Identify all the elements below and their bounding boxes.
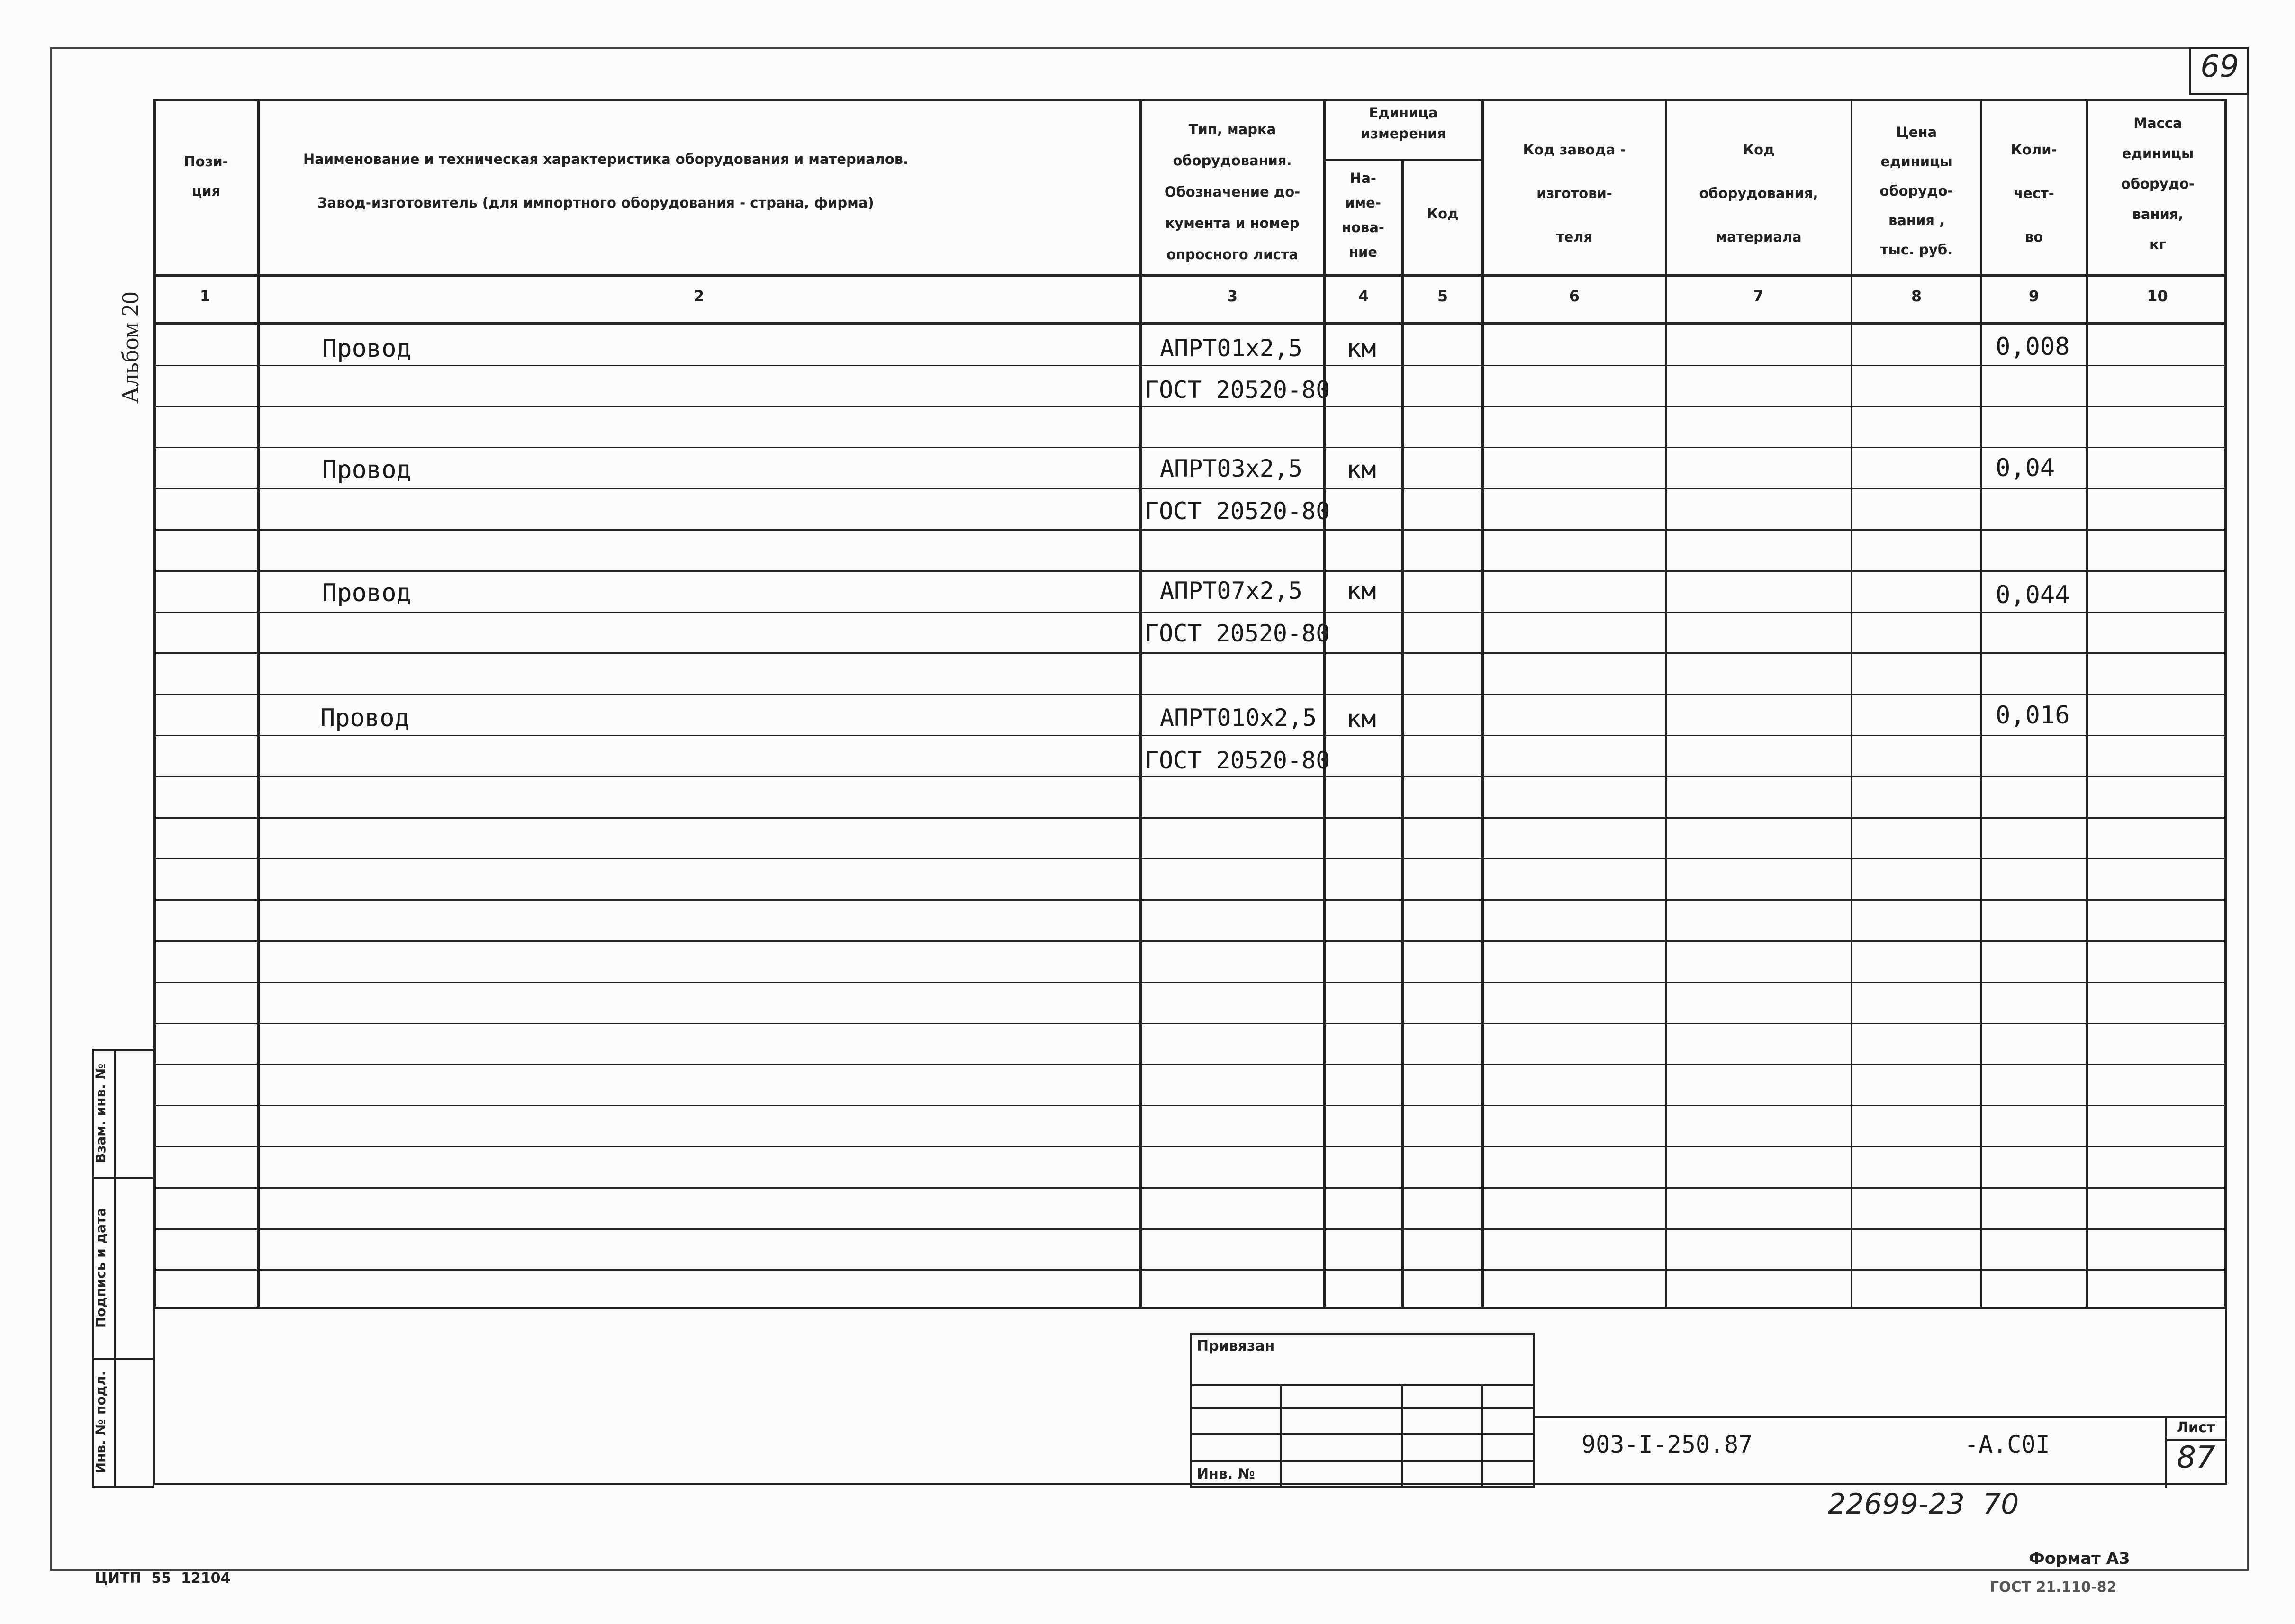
item-standard: ГОСТ 20520-80	[1145, 376, 1330, 404]
row-line	[153, 1187, 2227, 1189]
document-code: 903-I-250.87	[1581, 1431, 1753, 1458]
item-unit: км	[1346, 334, 1376, 363]
row-line	[153, 570, 2227, 572]
row-line	[153, 1105, 2227, 1106]
header-col7: Код оборудования, материала	[1699, 142, 1818, 245]
item-type: АПРТ010х2,5	[1160, 704, 1317, 731]
handwritten-number: 22699-23 70	[1828, 1488, 2019, 1521]
header-unit: Единица измерения	[1361, 105, 1446, 142]
row-line	[153, 694, 2227, 695]
header-col1: Пози- ция	[184, 153, 228, 199]
colnum-4: 4	[1358, 287, 1369, 305]
item-standard: ГОСТ 20520-80	[1145, 747, 1330, 774]
stamp-line-2	[1190, 1407, 1535, 1409]
item-unit: км	[1346, 705, 1376, 733]
col-line-5	[1481, 99, 1484, 1309]
row-line	[153, 1269, 2227, 1271]
side-label-vzam: Взам. инв. №	[93, 1063, 108, 1164]
row-line	[153, 529, 2227, 531]
col-line-4	[1401, 159, 1404, 1309]
stamp-vline-1	[1280, 1384, 1282, 1488]
row-line	[153, 406, 2227, 407]
footer-left: ЦИТП 55 12104	[95, 1570, 231, 1587]
stamp-vline-3	[1481, 1384, 1483, 1488]
stamp-line-1	[1190, 1384, 1535, 1386]
row-line	[153, 488, 2227, 489]
stamp-vline-2	[1401, 1384, 1403, 1488]
header-col10: Масса единицы оборудо- вания, кг	[2121, 115, 2195, 253]
colnum-8: 8	[1911, 287, 1922, 305]
item-name: Провод	[322, 456, 411, 484]
stamp-line-3	[1190, 1433, 1535, 1435]
col-line-7	[1851, 99, 1852, 1309]
item-name: Провод	[322, 334, 411, 363]
row-line	[153, 612, 2227, 613]
row-line	[153, 776, 2227, 777]
item-name: Провод	[320, 704, 409, 732]
document-suffix: -А.С0I	[1964, 1431, 2050, 1458]
row-line	[153, 735, 2227, 736]
col-line-3	[1323, 99, 1326, 1309]
colnum-7: 7	[1753, 287, 1764, 305]
header-col4: На- име- нова- ние	[1342, 170, 1384, 260]
inv-no-label: Инв. №	[1197, 1466, 1255, 1482]
row-line	[153, 858, 2227, 859]
item-unit: км	[1346, 577, 1376, 605]
row-line	[153, 982, 2227, 983]
row-line	[153, 940, 2227, 942]
colnum-3: 3	[1227, 287, 1238, 305]
side-label-podpis: Подпись и дата	[93, 1207, 108, 1328]
row-line	[153, 1064, 2227, 1065]
header-bottom-line	[153, 274, 2227, 277]
item-type: АПРТ07х2,5	[1160, 577, 1303, 604]
footer-gost: ГОСТ 21.110-82	[1990, 1579, 2117, 1596]
side-panel-inner	[114, 1049, 116, 1488]
col-line-6	[1665, 99, 1667, 1309]
row-line	[153, 652, 2227, 654]
sheet-box-divider	[2165, 1416, 2167, 1488]
colnum-bottom-line	[153, 322, 2227, 325]
colnum-5: 5	[1437, 287, 1448, 305]
item-type: АПРТ01х2,5	[1160, 334, 1303, 362]
footer-format: Формат А3	[2029, 1549, 2130, 1568]
header-col3: Тип, марка оборудования. Обозначение до- кумента и номер опросного листа	[1164, 121, 1301, 262]
colnum-6: 6	[1569, 287, 1580, 305]
item-quantity: 0,04	[1996, 454, 2055, 482]
unit-subheader-line	[1323, 159, 1481, 161]
header-col5: Код	[1427, 206, 1459, 222]
row-line	[153, 1146, 2227, 1147]
sheet-label: Лист	[2177, 1419, 2215, 1436]
privyazan-stamp	[1190, 1333, 1535, 1488]
privyazan-label: Привязан	[1197, 1338, 1275, 1354]
col-line-1	[257, 99, 260, 1309]
item-quantity: 0,008	[1996, 333, 2070, 361]
item-standard: ГОСТ 20520-80	[1145, 620, 1330, 647]
corner-sheet-number: 69	[2200, 49, 2239, 84]
side-label-inv-podl: Инв. № подл.	[93, 1371, 108, 1474]
colnum-2: 2	[693, 287, 705, 305]
header-col9: Коли- чест- во	[2011, 142, 2057, 245]
col-line-8	[1980, 99, 1982, 1309]
item-quantity: 0,016	[1996, 701, 2070, 730]
row-line	[153, 1023, 2227, 1024]
album-label: Альбом 20	[117, 291, 144, 404]
item-name: Провод	[322, 579, 411, 607]
item-quantity: 0,044	[1996, 581, 2070, 609]
colnum-10: 10	[2147, 287, 2168, 305]
row-line	[153, 1228, 2227, 1230]
colnum-1: 1	[199, 287, 211, 305]
colnum-9: 9	[2028, 287, 2040, 305]
code-block-top	[1535, 1416, 2227, 1418]
row-line	[153, 447, 2227, 448]
row-line	[153, 365, 2227, 366]
stamp-line-4	[1190, 1460, 1535, 1462]
sheet-number: 87	[2177, 1440, 2215, 1475]
row-line	[153, 899, 2227, 901]
header-col6: Код завода - изготови- теля	[1523, 142, 1626, 245]
row-line	[153, 817, 2227, 819]
item-type: АПРТ03х2,5	[1160, 455, 1303, 482]
item-unit: км	[1346, 456, 1376, 484]
header-col2: Наименование и техническая характеристика оборудования и материалов. Завод-изготовитель (для импортного оборудования - страна, фирма)	[303, 151, 909, 211]
col-line-2	[1139, 99, 1142, 1309]
item-standard: ГОСТ 20520-80	[1145, 497, 1330, 525]
header-col8: Цена единицы оборудо- вания , тыс. руб.	[1879, 124, 1953, 258]
col-line-9	[2086, 99, 2088, 1309]
